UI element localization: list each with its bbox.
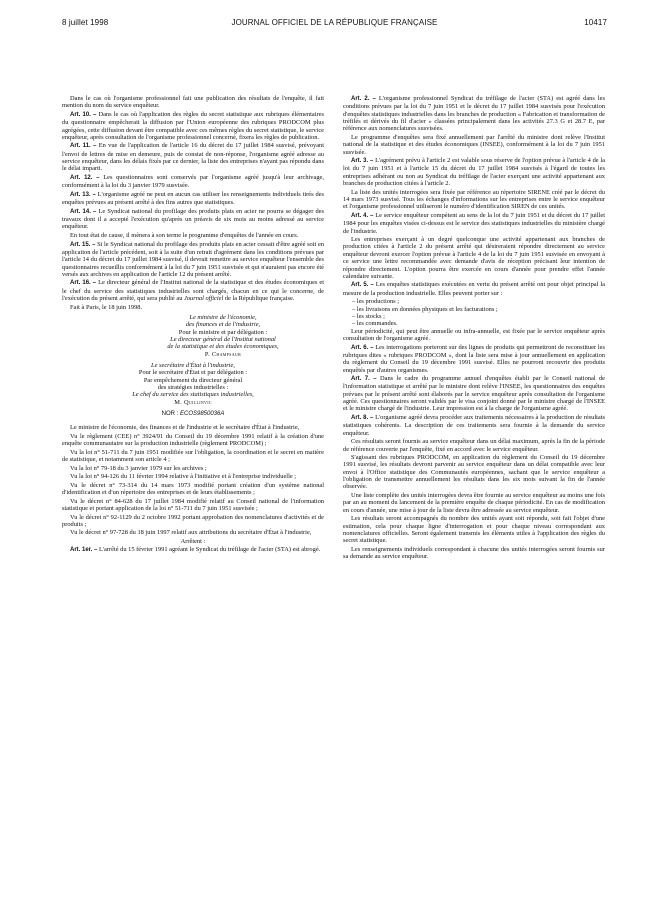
signatory-role: Le ministre de l'économie, xyxy=(189,313,257,321)
list-item: – les commandes. xyxy=(352,320,398,328)
paragraph: Une liste complète des unités interrogées devra être fournie au service enquêteur au moins une fois par an au moment du lancement de la première enquête de chaque périodicité. En cas de modification en cours d'année, une mise à jour de la liste devra être adressée au service enquêteur. xyxy=(343,491,605,514)
article-15 xyxy=(62,241,324,279)
visa: Vu la loi n° 51-711 du 7 juin 1951 modifiée sur l'obligation, la coordination et le secret en matière de statistique, et notamment son article 4 ; xyxy=(62,448,324,464)
signatory-name: P. Champsaur xyxy=(204,350,242,358)
article-label: Art. 11. – xyxy=(70,143,97,150)
list-item: – les livraisons en données physiques et les facturations ; xyxy=(352,305,498,313)
article-4 xyxy=(343,212,605,235)
article-label: Art. 14. – xyxy=(70,208,97,215)
article-14 xyxy=(62,208,324,231)
visa: Vu le décret n° 73-314 du 14 mars 1973 modifié portant création d'un système national d'identification et d'un répertoire des entreprises et de leurs établissements ; xyxy=(62,481,324,497)
arretent: Arrêtent : xyxy=(180,537,206,545)
left-column xyxy=(62,95,324,556)
article-label: Art. 5. – xyxy=(351,282,374,289)
article-text: Dans le cadre du programme annuel d'enquêtes établi par le Conseil national de l'information statistique et arrêté par le ministre dont relève l'INSEE, les questionnaires des enquêtes prévues par le présent arrêté sont élaborés par le service enquêteur après consultation de l'organisme agréé. Ces questionnaires seront validés par le visa conjoint donné par le ministre chargé de l'INSEE et le ministre chargé de l'industrie. Leur impression est à la charge de l'organisme agréé. xyxy=(343,375,606,413)
signatory-name: M. Quillinvic xyxy=(174,398,212,406)
article-text: Les interrogations porteront sur des lignes de produits qui permettront de reconstituer les rubriques dites « rubriques PRODCOM », dont la liste sera mise à jour annuellement en application du règlement du Conseil du 19 décembre 1991 susvisé. Elles ne pourront recouvrir des produits enquêtés par d'autres organismes. xyxy=(343,343,605,374)
visa: Vu la loi n° 94-126 du 11 février 1994 relative à l'initiative et à l'entreprise individuelle ; xyxy=(70,473,297,481)
running-header xyxy=(62,18,607,30)
article-label: Art. 15. – xyxy=(70,241,96,248)
signatory-title: Le chef du service des statistiques industrielles, xyxy=(132,391,254,399)
article-text: L'organisme professionnel Syndicat du tréfilage de l'acier (STA) est agréé dans les conditions prévues par la loi du 7 juin 1951 et le décret du 17 juillet 1984 susvisés pour l'exécution d'enquêtes statistiques industrielles dans les branches de production « Fabrication et transformation de tréfilés et dérivés du fil d'acier » classées principalement dans les activités 27.3 G et 28.7 E, par référence aux nomenclatures susvisées. xyxy=(343,95,605,133)
article-13 xyxy=(62,191,324,207)
delegation: des stratégies industrielles : xyxy=(157,384,229,392)
header-page-number: 10417 xyxy=(584,18,607,27)
signature-block-minister xyxy=(62,314,324,358)
article-label: Art. 6. – xyxy=(351,344,374,351)
place-date: Fait à Paris, le 18 juin 1998. xyxy=(70,303,143,311)
article-text: Le service enquêteur compétent au sens de la loi du 7 juin 1951 et du décret du 17 juillet 1984 pour les enquêtes visées ci-dessus est le service des statistiques industrielles du ministère chargé de l'industrie. xyxy=(343,211,605,235)
header-date: 8 juillet 1998 xyxy=(62,18,109,27)
article-text: Les questionnaires sont conservés par l'organisme agréé jusqu'à leur archivage, conformément à la loi du 3 janvier 1979 susvisée. xyxy=(62,174,324,190)
delegation: Pour le ministre et par délégation : xyxy=(178,328,268,336)
visa: Vu le décret n° 84-628 du 17 juillet 1984 modifié relatif au Conseil national de l'information statistique et portant application de la loi n° 51-711 du 7 juin 1951 susvisée ; xyxy=(62,497,324,512)
journal-officiel-ref: Journal officiel xyxy=(184,295,224,303)
paragraph: Dans le cas où l'organisme professionnel fait une publication des résultats de l'enquête, il fait mention du nom du service enquêteur. xyxy=(62,95,324,110)
signatory-title: de la statistique et des études économiques, xyxy=(167,343,279,351)
signatory-role: Le secrétaire d'État à l'industrie, xyxy=(151,362,235,370)
article-text: L'arrêté du 15 février 1991 agréant le Syndicat du tréfilage de l'acier (STA) est abrogé. xyxy=(98,546,321,554)
article-12 xyxy=(62,174,324,190)
article-10 xyxy=(62,111,324,141)
article-text: L'agrément prévu à l'article 2 est valable sous réserve de l'option prévue à l'article 4 de la loi du 7 juin 1951 et à l'article 15 du décret du 17 juillet 1984 susvisés à l'égard de toutes les entreprises adhérant ou non au Syndicat du tréfilage de l'acier exerçant une activité appartenant aux branches de production citées à l'article 2. xyxy=(343,157,605,188)
signatory-title: Le directeur général de l'Institut national xyxy=(170,336,276,343)
paragraph: Leur périodicité, qui peut être annuelle ou infra-annuelle, est fixée par le service enquêteur après consultation de l'organisme agréé. xyxy=(343,327,605,342)
paragraph: En tout état de cause, il mènera à son terme le programme d'enquêtes de l'année en cours. xyxy=(70,231,299,239)
nor-reference xyxy=(62,411,324,418)
article-label: Art. 7. – xyxy=(351,376,377,383)
article-label: Art. 16. – xyxy=(70,280,97,287)
header-journal-title: JOURNAL OFFICIEL DE LA RÉPUBLIQUE FRANÇAISE xyxy=(231,18,438,27)
paragraph: S'agissant des rubriques PRODCOM, en application du règlement du Conseil du 19 décembre 1991 susvisé, les résultats devront parvenir au service enquêteur dans un délai compatible avec leur envoi à l'Office statistique des Communautés européennes, sachant que le service enquêteur a l'obligation de transmettre annuellement les résultats dans les six mois suivant la fin de l'année observée. xyxy=(343,454,605,491)
list-item: – les stocks ; xyxy=(352,312,385,320)
article-text: L'organisme agréé devra procéder aux traitements nécessaires à la production de résultats statistiques cohérents. La description de ces traitements sera fournie à la demande du service enquêteur. xyxy=(343,413,605,437)
nor-code: ECOS9850036A xyxy=(179,411,225,418)
article-2 xyxy=(343,95,605,133)
article-8 xyxy=(343,414,605,437)
article-6 xyxy=(343,344,605,374)
paragraph: Le ministre de l'économie, des finances et de l'industrie et le secrétaire d'État à l'industrie, xyxy=(70,424,300,432)
article-16 xyxy=(62,279,324,302)
article-label: Art. 13. – xyxy=(70,191,96,198)
visa: Vu le règlement (CEE) n° 3924/91 du Conseil du 19 décembre 1991 relatif à la création d'une enquête communautaire sur la production industrielle (règlement PRODCOM) ; xyxy=(62,432,324,448)
article-label: Art. 8. – xyxy=(351,414,374,421)
list-item: – les productions ; xyxy=(352,298,400,306)
article-label: Art. 4. – xyxy=(351,212,374,219)
article-text-end: de la République française. xyxy=(223,295,295,303)
article-label: Art. 3. – xyxy=(351,158,374,165)
visa: Vu la loi n° 79-18 du 3 janvier 1979 sur les archives ; xyxy=(70,464,207,472)
paragraph: Les entreprises exerçant à un degré quelconque une activité appartenant aux branches de production citées à l'article 2 du présent arrêté qui désireraient répondre directement au service enquêteur devront exercer l'option prévue à l'article 4 de la loi du 7 juin 1951 susvisée en envoyant à ce service une lettre recommandée avec demande d'avis de réception précisant leur intention de répondre directement. L'option pourra être exercée en cours d'année pour prendre effet l'année calendaire suivante. xyxy=(343,236,605,280)
article-text: Si le Syndicat national du profilage des produits plats en acier cessait d'être agréé soit en application de l'article précédent, soit à la suite d'un retrait d'agrément dans les conditions prévues par l'article 14 du décret du 17 juillet 1984 susvisé, il devrait remettre au service enquêteur l'ensemble des questionnaires recueillis conformément à la loi du 7 juin 1951 susvisée et qui n'auraient pas encore été versés aux archives en application de l'article 12 du présent arrêté. xyxy=(62,240,324,278)
article-label: Art. 1er. – xyxy=(70,547,98,554)
signature-block-secretary xyxy=(62,362,324,406)
paragraph: Les renseignements individuels correspondant à chacune des unités interrogées seront fournis sur sa demande au service enquêteur. xyxy=(343,545,605,561)
article-text: Le directeur général de l'Institut national de la statistique et des études économiques et le chef du service des statistiques industrielles sont chargés, chacun en ce qui le concerne, de l'exécution du présent arrêté, qui sera publié au xyxy=(62,279,324,303)
article-label: Art. 12. – xyxy=(70,175,100,181)
article-3 xyxy=(343,157,605,187)
visa: Vu le décret n° 97-728 du 18 juin 1997 relatif aux attributions du secrétaire d'État à l'industrie, xyxy=(70,529,312,537)
delegation: Pour le secrétaire d'État et par délégation : xyxy=(138,369,248,377)
visa: Vu le décret n° 92-1129 du 2 octobre 1992 portant approbation des nomenclatures d'activités et de produits ; xyxy=(62,513,324,528)
delegation: Par empêchement du directeur général xyxy=(143,376,243,384)
article-11 xyxy=(62,142,324,172)
article-text: Dans le cas où l'application des règles du secret statistique aux rubriques élémentaires du questionnaire empêcherait la diffusion par l'Union européenne des rubriques PRODCOM plus agrégées, cette diffusion devant être compatible avec ces mêmes règles du secret statistique, le service enquêteur, après consultation de l'organisme professionnel concerné, fixera les règles de publication. xyxy=(62,110,324,141)
article-1 xyxy=(62,546,324,554)
paragraph: La liste des unités interrogées sera fixée par référence au répertoire SIRENE créé par le décret du 14 mars 1973 susvisé. Tous les échanges d'informations sur les entreprises entre le service enquêteur et l'organisme professionnel utiliseront le numéro d'identification SIREN de ces unités. xyxy=(343,188,605,211)
signatory-role: des finances et de l'industrie, xyxy=(185,321,261,329)
article-label: Art. 10. – xyxy=(70,111,97,118)
article-text: Le Syndicat national du profilage des produits plats en acier ne pourra se dégager des travaux dont il a accepté l'exécution qu'après un préavis de six mois au moins adressé au service enquêteur. xyxy=(62,207,324,231)
paragraph: Ces résultats seront fournis au service enquêteur dans un délai maximum, après la fin de la période de référence couverte par l'enquête, fixé en accord avec le service enquêteur. xyxy=(343,438,605,453)
nor-label: NOR : xyxy=(161,411,180,418)
article-text: En vue de l'application de l'article 16 du décret du 17 juillet 1984 susvisé, prévoyant l'envoi de lettres de mise en demeure, puis de constat de non-réponse, l'organisme agréé adresse au service enquêteur, dans les délais fixés par ce dernier, la liste des entreprises n'ayant pas répondu dans le délai imparti. xyxy=(62,142,324,173)
article-label: Art. 2. – xyxy=(351,96,376,102)
paragraph: Le programme d'enquêtes sera fixé annuellement par l'arrêté du ministre dont relève l'Institut national de la statistique et des études économiques (INSEE), conformément à la loi du 7 juin 1951 susvisée. xyxy=(343,133,605,156)
right-column xyxy=(343,95,605,562)
article-text: L'organisme agréé ne peut en aucun cas utiliser les renseignements individuels tirés des enquêtes prévues au présent arrêté à des fins autres que statistiques. xyxy=(62,190,324,207)
article-text: Les enquêtes statistiques exécutées en vertu du présent arrêté ont pour objet principal la mesure de la production industrielle. Elles peuvent porter sur : xyxy=(343,281,605,297)
article-7 xyxy=(343,375,605,413)
article-5 xyxy=(343,281,605,297)
paragraph: Les résultats seront accompagnés du nombre des unités ayant soit répondu, soit fait l'objet d'une estimation, cela pour chaque ligne d'interrogation et pour chaque niveau correspondant aux nomenclatures officielles. Seront également transmis les éléments utiles à l'application des règles du secret statistique. xyxy=(343,515,605,545)
